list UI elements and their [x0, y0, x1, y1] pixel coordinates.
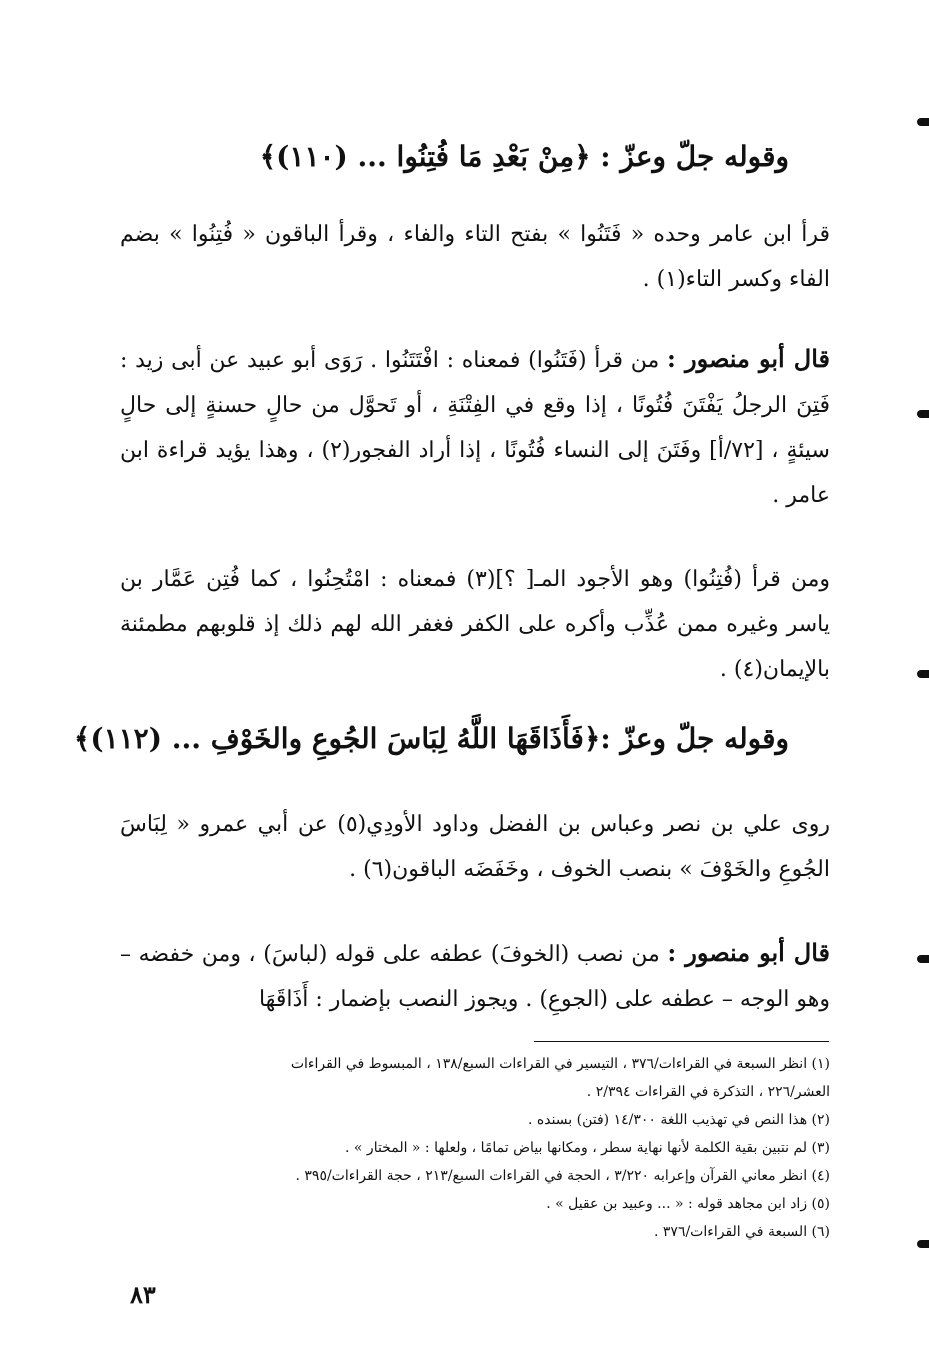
paragraph-text: من قرأ (فَتَنُوا) فمعناه : افْتَتَنُوا . رَوَى أبو عبيد عن أبى زيد : فَتِنَ الرجلُ يَفْتَنَ فُتُونًا ، إذا وقع في الفِتْنَةِ ، أو تَحوَّل من حالٍ حسنةٍ إلى حالٍ سيئةٍ ، [٧٢/أ] وفَتَنَ إلى النساء فُتُونًا ، إذا أراد الفجور(٢) ، وهذا يؤيد قراءة ابن عامر . [120, 348, 830, 508]
paragraph [120, 800, 830, 892]
edge-mark [917, 670, 929, 678]
footnote-line: (٤) انظر معاني القرآن وإعرابه ٣/٢٢٠ ، الحجة في القراءات السبع/٢١٣ ، حجة القراءات/٣٩٥ . [295, 1168, 830, 1184]
paragraph-lead: قال أبو منصور : [667, 344, 830, 373]
footnote-divider [534, 1041, 829, 1042]
paragraph-text: روى علي بن نصر وعباس بن الفضل وداود الأودِي(٥) عن أبي عمرو « لِبَاسَ الجُوعِ والخَوْفَ » بنصب الخوف ، وخَفَضَه الباقون(٦) . [120, 812, 830, 882]
section-heading: وقوله جلّ وعزّ :﴿فَأَذَاقَهَا اللَّهُ لِبَاسَ الجُوعِ والخَوْفِ ... (١١٢)﴾ [73, 722, 789, 755]
edge-mark [917, 955, 929, 963]
footnote-line: (٣) لم نتبين بقية الكلمة لأنها نهاية سطر ، ومكانها بياض تمامًا ، ولعلها : « المختار » . [345, 1140, 830, 1156]
footnote-line: (٦) السبعة في القراءات/٣٧٦ . [654, 1224, 830, 1240]
section-heading: وقوله جلّ وعزّ : ﴿مِنْ بَعْدِ مَا فُتِنُوا ... (١١٠)﴾ [259, 140, 789, 173]
footnotes [130, 1050, 830, 1246]
paragraph [120, 336, 830, 518]
footnote-line: (١) انظر السبعة في القراءات/٣٧٦ ، التيسير في القراءات السبع/١٣٨ ، المبسوط في القراءات [290, 1056, 830, 1072]
paragraph-text: من نصب (الخوفَ) عطفه على قوله (لباسَ) ، ومن خفضه – وهو الوجه – عطفه على (الجوعِ) . ويجوز النصب بإضمار : أَذَاقَهَا [120, 942, 830, 1012]
paragraph-text: قرأ ابن عامر وحده « فَتَنُوا » بفتح التاء والفاء ، وقرأ الباقون « فُتِنُوا » بضم الفاء وكسر التاء(١) . [120, 222, 830, 292]
paragraph-lead: قال أبو منصور : [667, 938, 831, 967]
paragraph-text: ومن قرأ (فُتِنُوا) وهو الأجود المـ[ ؟](٣) فمعناه : امْتُحِنُوا ، كما فُتِن عَمَّار بن ياسر وغيره ممن عُذِّب وأكره على الكفر فغفر الله لهم ذلك إذ قلوبهم مطمئنة بالإيمان(٤) . [120, 567, 830, 682]
edge-mark [917, 410, 929, 418]
paragraph [120, 930, 830, 1022]
paragraph [120, 210, 830, 302]
edge-mark [917, 1240, 929, 1248]
edge-mark [917, 118, 929, 126]
page-number: ٨٣ [130, 1280, 156, 1309]
paragraph [120, 555, 830, 692]
footnote-line: العشر/٢٢٦ ، التذكرة في القراءات ٢/٣٩٤ . [586, 1084, 830, 1100]
footnote-line: (٢) هذا النص في تهذيب اللغة ١٤/٣٠٠ (فتن) بسنده . [528, 1112, 830, 1128]
footnote-line: (٥) زاد ابن مجاهد قوله : « ... وعبيد بن عقيل » . [546, 1196, 830, 1212]
